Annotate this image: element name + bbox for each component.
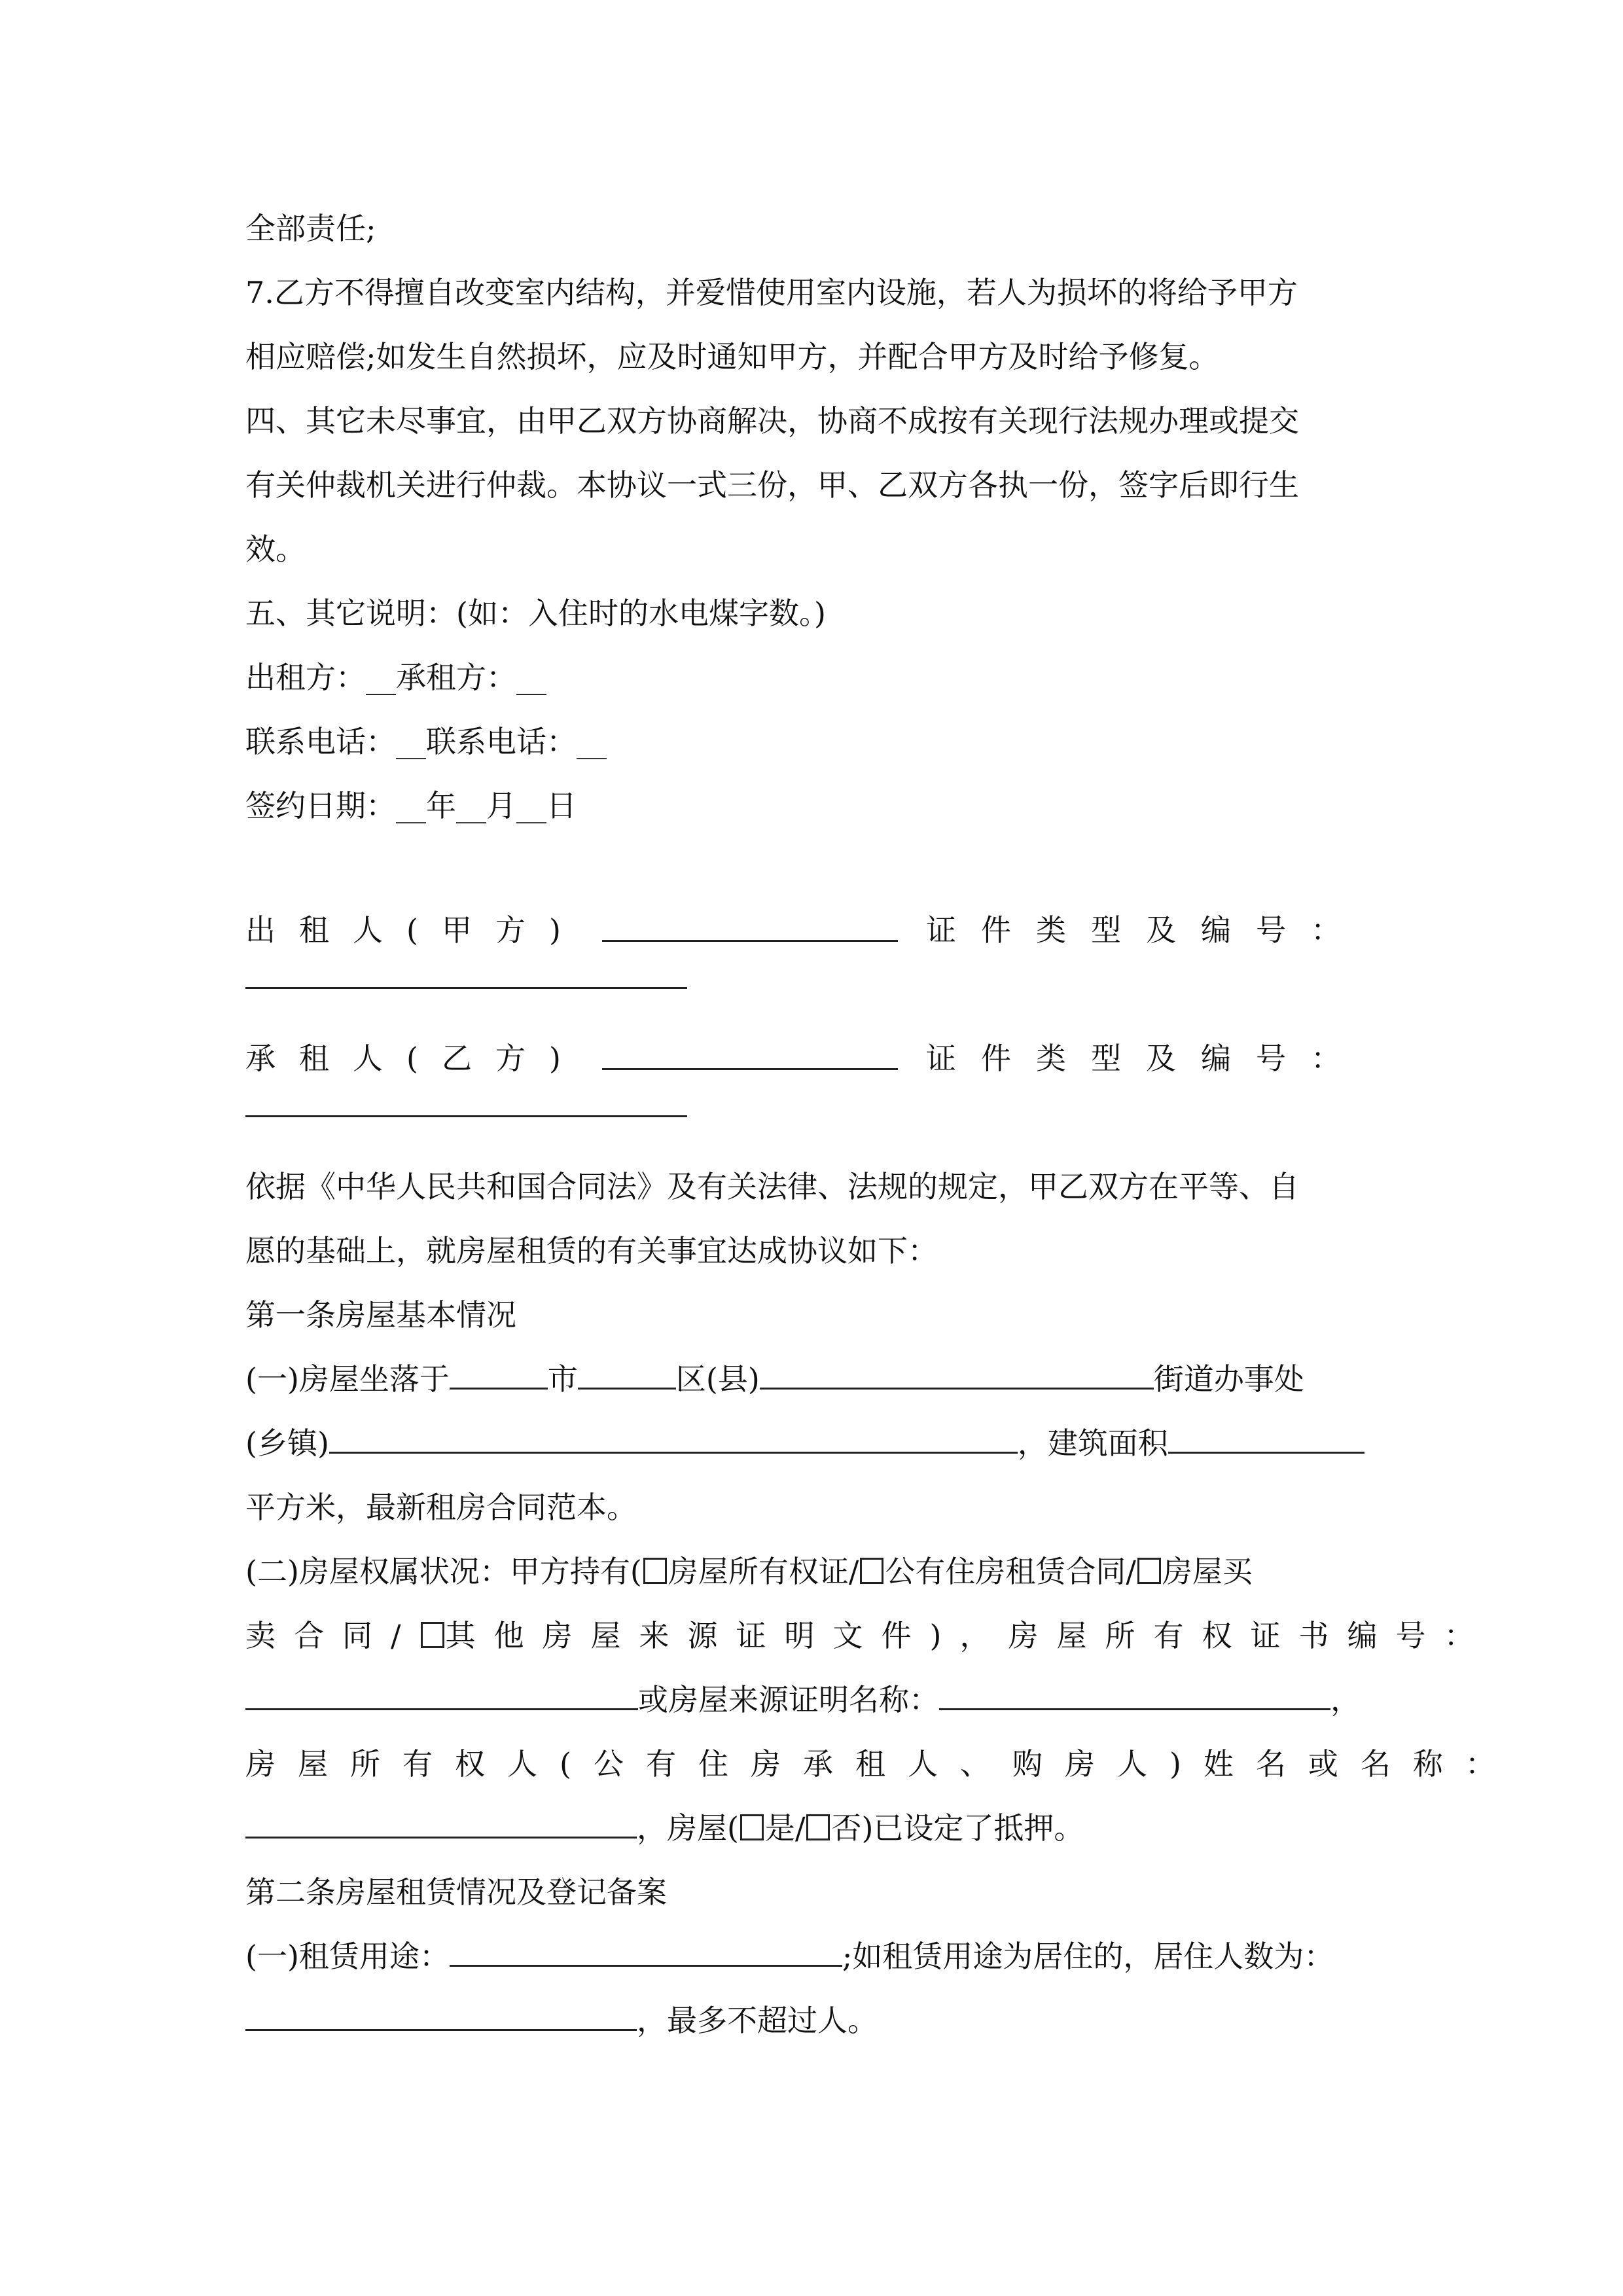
lessee-id-label: 证件类型及编号：	[926, 1041, 1366, 1076]
text-line: 全部责任;	[245, 211, 376, 246]
fill-blank	[450, 1928, 842, 1967]
text-fragment: 房屋所有权证/	[668, 1554, 859, 1589]
checkbox[interactable]	[643, 1558, 667, 1584]
fill-blank	[329, 1415, 1018, 1454]
text-fragment: 街道办事处	[1153, 1361, 1304, 1397]
fill-blank	[245, 1992, 637, 2031]
text-line	[245, 1668, 1378, 1732]
lessor-label: 出租人(甲方)	[245, 912, 584, 948]
lessor-id-label: 证件类型及编号：	[926, 912, 1366, 948]
text-fragment: 其他房屋来源证明文件)，房屋所有权证书编号：	[445, 1618, 1493, 1653]
lessor-id-line-row	[245, 961, 1378, 1026]
text-line: 签约日期：__年__月__日	[245, 788, 577, 823]
article-title: 第一条房屋基本情况	[245, 1297, 516, 1333]
text-line: 相应赔偿;如发生自然损坏，应及时通知甲方，并配合甲方及时给予修复。	[245, 339, 1219, 374]
checkbox[interactable]	[860, 1558, 883, 1584]
checkbox[interactable]	[740, 1814, 764, 1840]
checkbox[interactable]	[1137, 1558, 1161, 1584]
text-fragment: 房屋买	[1162, 1554, 1253, 1589]
spacer	[245, 838, 1378, 898]
text-fragment: ，最多不超过人。	[637, 2003, 878, 2038]
text-line	[245, 1347, 1378, 1411]
text-fragment: (二)房屋权属状况：甲方持有(	[245, 1554, 642, 1589]
text-fragment: 卖合同/	[245, 1618, 419, 1653]
lessee-id-line-row	[245, 1089, 1378, 1155]
lessee-signature-line	[602, 1026, 898, 1070]
text-line: 7.乙方不得擅自改变室内结构，并爱惜使用室内设施，若人为损坏的将给予甲方	[245, 275, 1298, 310]
fill-blank	[245, 1672, 638, 1710]
fill-blank	[245, 1800, 637, 1839]
text-fragment: 或房屋来源证明名称：	[638, 1682, 939, 1717]
text-line: 房屋所有权人(公有住房承租人、购房人)姓名或名称：	[245, 1746, 1518, 1782]
article-title: 第二条房屋租赁情况及登记备案	[245, 1874, 667, 1910]
fill-blank	[1168, 1415, 1364, 1454]
text-fragment: 区(县)	[675, 1361, 760, 1397]
text-line	[245, 1604, 1493, 1668]
lessee-id-line	[245, 1089, 687, 1117]
text-line: 愿的基础上，就房屋租赁的有关事宜达成协议如下：	[245, 1233, 938, 1268]
text-line	[245, 1796, 1378, 1860]
checkbox[interactable]	[806, 1814, 830, 1840]
text-line	[245, 1924, 1378, 1988]
text-fragment: (乡镇)	[245, 1426, 329, 1461]
document-body	[245, 196, 1518, 2053]
text-line	[245, 1539, 1378, 1604]
text-fragment: ;如租赁用途为居住的，居住人数为：	[842, 1939, 1334, 1974]
text-fragment: (一)房屋坐落于	[245, 1361, 450, 1397]
fill-blank	[578, 1351, 676, 1390]
text-fragment: ，建筑面积	[1017, 1426, 1168, 1461]
text-line: 五、其它说明：(如：入住时的水电煤字数。)	[245, 596, 826, 631]
text-line	[245, 1988, 1378, 2053]
text-line: 有关仲裁机关进行仲裁。本协议一式三份，甲、乙双方各执一份，签字后即行生	[245, 467, 1299, 503]
fill-blank	[939, 1672, 1330, 1710]
text-fragment: ，房屋(	[637, 1810, 739, 1846]
text-line: 依据《中华人民共和国合同法》及有关法律、法规的规定，甲乙双方在平等、自	[245, 1169, 1299, 1204]
fill-blank	[450, 1351, 548, 1390]
text-fragment: 市	[547, 1361, 578, 1397]
text-fragment: 是/	[764, 1810, 806, 1846]
lessor-signature-row	[245, 898, 1378, 961]
text-fragment: 公有住房租赁合同/	[885, 1554, 1136, 1589]
text-line: 效。	[245, 531, 306, 567]
text-line: 出租方：__承租方：__	[245, 660, 546, 695]
text-line	[245, 1411, 1378, 1475]
lessor-signature-line	[602, 898, 898, 942]
fill-blank	[760, 1351, 1154, 1390]
text-fragment: ，	[1330, 1682, 1361, 1717]
text-line: 四、其它未尽事宜，由甲乙双方协商解决，协商不成按有关现行法规办理或提交	[245, 403, 1299, 439]
text-fragment: 否)已设定了抵押。	[831, 1810, 1084, 1846]
text-line: 平方米，最新租房合同范本。	[245, 1490, 637, 1525]
lessor-id-line	[245, 961, 687, 989]
text-fragment: (一)租赁用途：	[245, 1939, 450, 1974]
lessee-signature-row	[245, 1026, 1378, 1089]
checkbox[interactable]	[421, 1622, 444, 1648]
text-line: 联系电话：__联系电话：__	[245, 724, 607, 759]
lessee-label: 承租人(乙方)	[245, 1041, 584, 1076]
